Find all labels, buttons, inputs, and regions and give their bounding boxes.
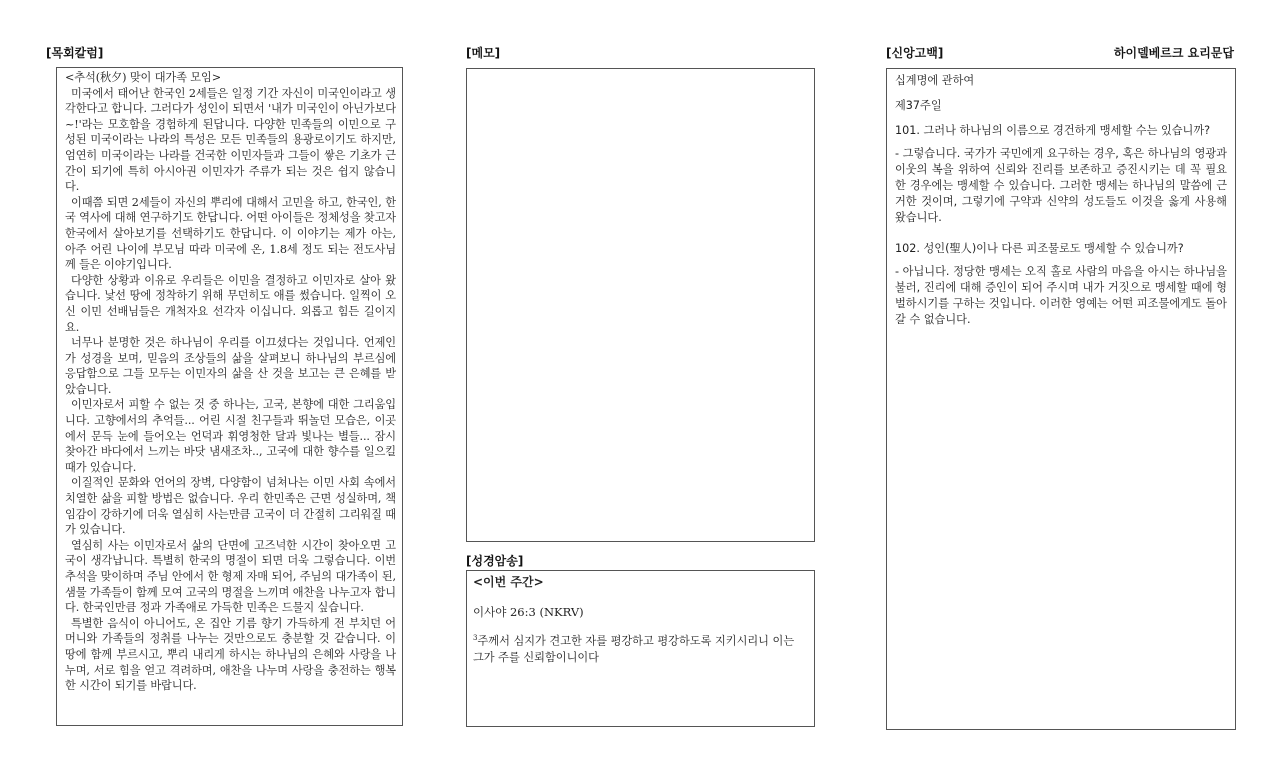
- catechism-question-102: 102. 성인(聖人)이나 다른 피조물로도 맹세할 수 있습니까?: [895, 242, 1184, 255]
- verse-body: 주께서 심지가 견고한 자를 평강하고 평강하도록 지키시리니 이는 그가 주를 신뢰함이니이다: [473, 634, 795, 664]
- catechism-box: [886, 68, 1236, 730]
- column-paragraph: 이민자로서 피할 수 없는 것 중 하나는, 고국, 본향에 대한 그리움입니다. 고향에서의 추억들... 어린 시절 친구들과 뛰놀던 모습은, 이곳에서 문득 눈에 들어오는 언덕과 휘영청한 달과 빛나는 별들... 잠시 찾아간 바다에서 느끼는 바닷 냄새조차.., 고국에 대한 향수를 일으킬 때가 있습니다.: [65, 398, 396, 474]
- column-title: <추석(秋夕) 맞이 대가족 모임>: [65, 71, 221, 84]
- verse-number: 3: [473, 634, 478, 642]
- catechism-answer-102: - 아닙니다. 정당한 맹세는 오직 홀로 사람의 마음을 아시는 하나님을 불러, 진리에 대해 증인이 되어 주시며 내가 거짓으로 맹세할 때에 형벌하시기를 구하는 것입니다. 이러한 영예는 어떤 피조물에게도 돌아갈 수 없습니다.: [895, 265, 1227, 326]
- catechism-week: 제37주일: [895, 99, 942, 112]
- confession-heading: [신앙고백]: [886, 46, 944, 60]
- verse-subtitle: <이번 주간>: [473, 575, 544, 589]
- column-paragraph: 이질적인 문화와 언어의 장벽, 다양함이 넘쳐나는 이민 사회 속에서 치열한 삶을 피할 방법은 없습니다. 우리 한민족은 근면 성실하며, 책임감이 강하기에 더욱 열심히 사는만큼 고국이 더 간절히 그리워질 때가 있습니다.: [65, 476, 396, 537]
- column-paragraph: 다양한 상황과 이유로 우리들은 이민을 결정하고 이민자로 살아 왔습니다. 낯선 땅에 정착하기 위해 무던히도 애를 썼습니다. 일찍이 오신 이민 선배님들은 개척자요 선각자 이십니다. 외롭고 힘든 길이지요.: [65, 273, 396, 334]
- verse-text: [473, 630, 808, 666]
- verse-heading: [성경암송]: [466, 554, 524, 568]
- memo-heading: [메모]: [466, 46, 501, 60]
- column-paragraph: 열심히 사는 이민자로서 삶의 단면에 고즈넉한 시간이 찾아오면 고국이 생각납니다. 특별히 한국의 명절이 되면 더욱 그렇습니다. 이번 추석을 맞이하며 주님 안에서 한 형제 자매 되어, 주님의 대가족이 된, 샘물 가족들이 함께 모여 고국의 명절을 느끼며 애찬을 나누고자 합니다. 한국인만큼 정과 가족애로 가득한 민족은 드물지 싶습니다.: [65, 538, 396, 615]
- catechism-question-101: 101. 그러나 하나님의 이름으로 경건하게 맹세할 수는 있습니까?: [895, 124, 1211, 137]
- pastor-column: [56, 67, 403, 726]
- column-paragraph: 너무나 분명한 것은 하나님이 우리를 이끄셨다는 것입니다. 언제인가 성경을 보며, 믿음의 조상들의 삶을 살펴보니 하나님의 부르심에 응답함으로 그들 모두는 이민자의 삶을 산 것을 보고는 큰 은혜를 받았습니다.: [65, 336, 396, 396]
- column-heading: [목회칼럼]: [46, 46, 104, 60]
- column-paragraph: 이때쯤 되면 2세들이 자신의 뿌리에 대해서 고민을 하고, 한국인, 한국 역사에 대해 연구하기도 한답니다. 어떤 아이들은 정체성을 찾고자 한국에서 살아보기를 선택하기도 한답니다. 이 이야기는 제가 아는, 아주 어린 나이에 부모님 따라 미국에 온, 1.8세 정도 되는 전도사님께 들은 이야기입니다.: [65, 195, 396, 272]
- memory-verse-box: [466, 570, 815, 727]
- catechism-title: 하이델베르크 요리문답: [1113, 46, 1234, 60]
- column-paragraph: 미국에서 태어난 한국인 2세들은 일정 기간 자신이 미국인이라고 생각한다고 합니다. 그러다가 성인이 되면서 '내가 미국인이 아닌가보다~!'라는 모호함을 경험하게 된답니다. 다양한 민족들의 이민으로 구성된 미국이라는 나라의 특성은 모든 민족들의 용광로이기도 하지만, 엄연히 미국이라는 나라를 건국한 이민자들과 그들이 쌓은 기초가 근간이 되기에 특히 아시아권 이민자가 주류가 되는 것은 쉽지 않습니다.: [65, 86, 396, 194]
- catechism-topic: 십계명에 관하여: [895, 74, 975, 87]
- verse-reference: 이사야 26:3 (NKRV): [473, 605, 584, 619]
- column-paragraph: 특별한 음식이 아니어도, 온 집안 기름 향기 가득하게 전 부치던 어머니와 가족들의 정취를 나누는 것만으로도 충분할 것 같습니다. 이 땅에 함께 부르시고, 뿌리 내리게 하시는 하나님의 은혜와 사랑을 나누며, 서로 힘을 얻고 격려하며, 애찬을 나누며 사랑을 충전하는 행복한 시간이 되기를 바랍니다.: [65, 616, 396, 693]
- memo-area[interactable]: [466, 68, 815, 542]
- catechism-answer-101: - 그렇습니다. 국가가 국민에게 요구하는 경우, 혹은 하나님의 영광과 이웃의 복을 위하여 신뢰와 진리를 보존하고 증진시키는 데 꼭 필요한 경우에는 맹세할 수 있습니다. 그러한 맹세는 하나님의 말씀에 근거한 것이며, 그렇기에 구약과 신약의 성도들도 이것을 옳게 사용해 왔습니다.: [895, 147, 1227, 224]
